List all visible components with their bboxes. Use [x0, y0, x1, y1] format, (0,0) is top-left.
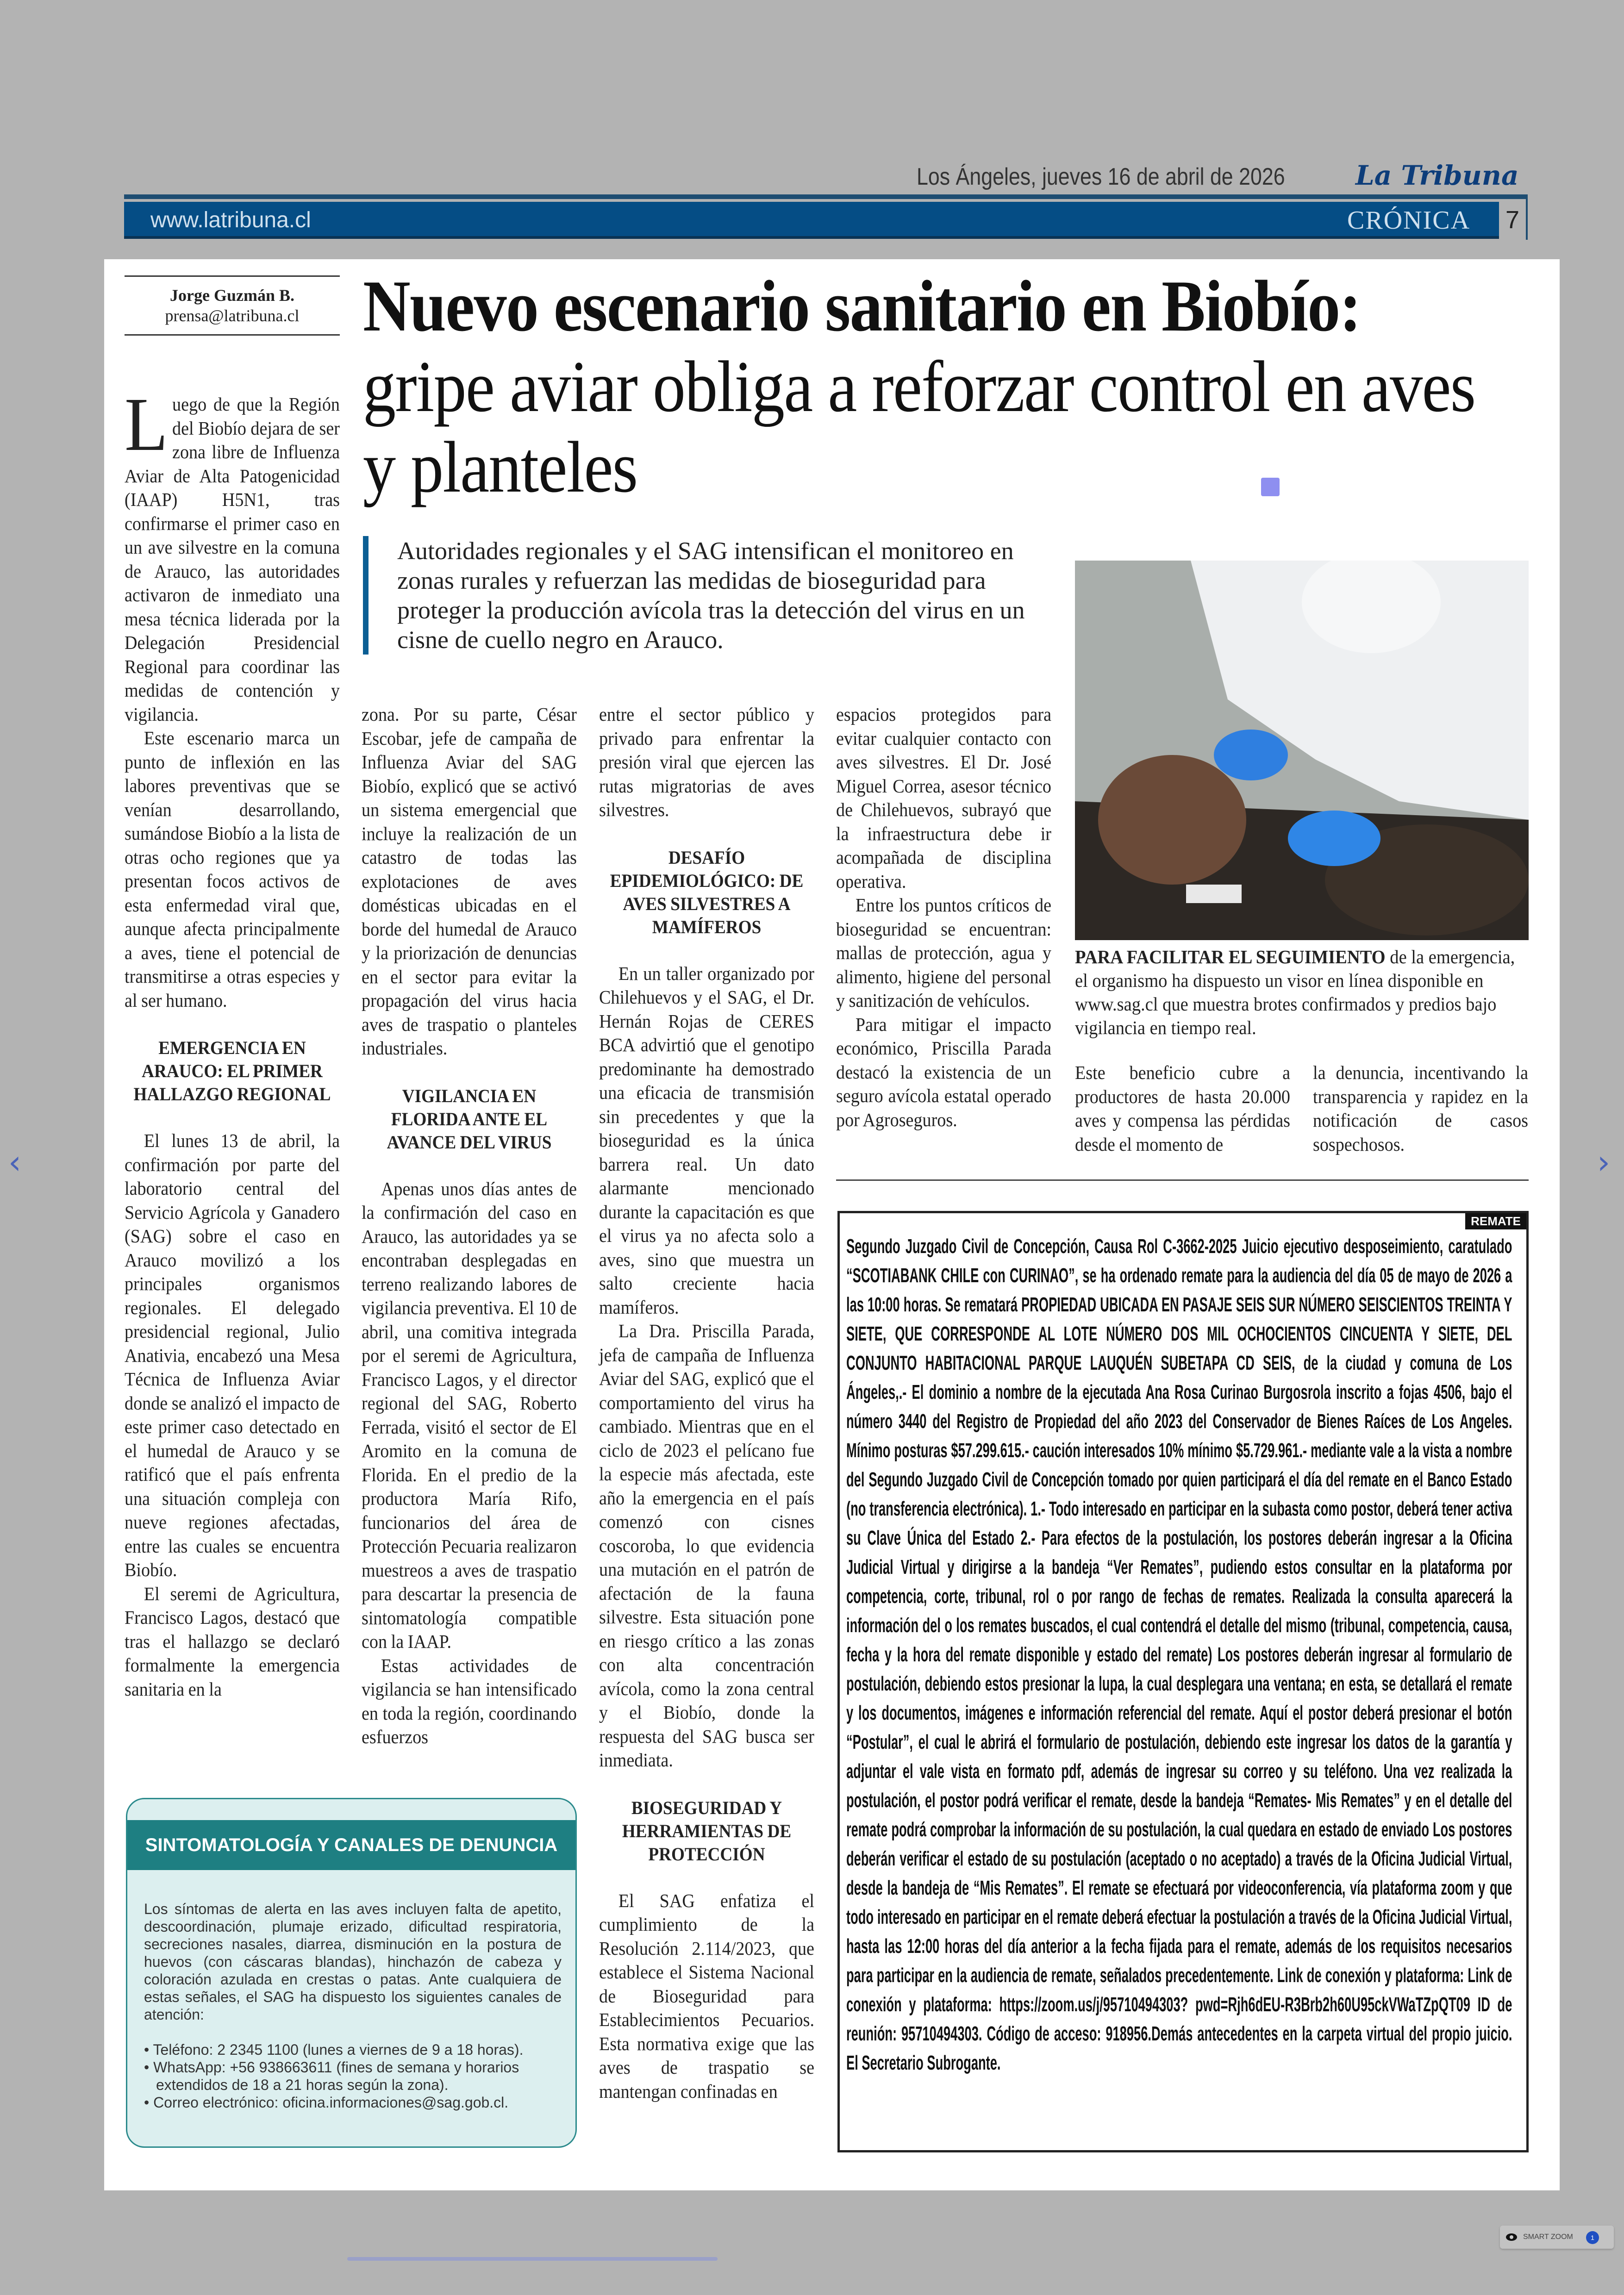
chevron-left-icon[interactable]: ‹	[8, 1143, 21, 1181]
caption-text: de la emergencia, el organismo ha dispuesto un visor en línea disponible en www.sag.cl que muestra brotes confirmados y predios bajo vigilancia en tiempo real.	[1075, 946, 1515, 1038]
paragraph: entre el sector público y privado para enfrentar la presión viral que ejercen las rutas migratorias de aves silvestres.	[599, 704, 814, 820]
caption-lead: PARA FACILITAR EL SEGUIMIENTO	[1075, 946, 1386, 967]
paragraph: Entre los puntos críticos de bioseguridad se encuentran: mallas de protección, agua y alimento, higiene del personal y sanitización de vehículos.	[836, 894, 1051, 1011]
section-bar	[124, 202, 1499, 239]
sidebar-body	[144, 1900, 562, 2111]
drop-cap: L	[125, 382, 168, 467]
article-column-2	[362, 703, 577, 1749]
article-column-3	[599, 703, 814, 2103]
headline-rest: gripe aviar obliga a reforzar control en aves y planteles	[363, 346, 1475, 508]
photo-illustration	[1075, 561, 1529, 940]
paragraph: uego de que la Región del Biobío dejara de ser zona libre de Influenza Aviar de Alta Patogenicidad (IAAP) H5N1, tras confirmarse el primer caso en un ave silvestre en la comuna de Arauco, las autoridades activaron de inmediato una mesa técnica liderada por la Delegación Presidencial Regional para coordinar las medidas de contención y vigilancia.	[125, 393, 340, 725]
eye-icon	[1505, 2233, 1518, 2242]
channel-email: • Correo electrónico: oficina.informaciones@sag.gob.cl.	[144, 2094, 509, 2111]
sidebar-text: Los síntomas de alerta en las aves incluyen falta de apetito, descoordinación, plumaje erizado, dificultad respiratoria, secreciones nasales, diarrea, disminución en la postura de huevos (con cáscaras blandas), hinchazón de cabeza y coloración azulada en crestas o patas. Ante cualquiera de estas señales, el SAG ha dispuesto los siguientes canales de atención:	[144, 1901, 562, 2023]
headline	[363, 266, 1496, 508]
paragraph: Este escenario marca un punto de inflexión en las labores preventivas que se venían desarrollando, sumándose Biobío a la lista de otras ocho regiones que ya presentan focos activos de esta enfermedad viral que, aunque afecta principalmente a aves, tiene el potencial de transmitirse a otras especies y al ser humano.	[125, 727, 340, 1011]
smart-zoom-label: SMART ZOOM	[1523, 2233, 1573, 2241]
caption-continuation-1: Este beneficio cubre a productores de hasta 20.000 aves y compensa las pérdidas desde el momento de	[1075, 1062, 1290, 1155]
symptoms-sidebar	[126, 1798, 577, 2148]
divider	[836, 1179, 1529, 1181]
paragraph: Apenas unos días antes de la confirmación del caso en Arauco, las autoridades ya se encontraban desplegadas en terreno realizando labores de vigilancia preventiva. El 10 de abril, una comitiva integrada por el seremi de Agricultura, Francisco Lagos, y el director regional del SAG, Roberto Ferrada, visitó el sector de El Aromito en la comuna de Florida. En el predio de la productora María Rifo, funcionarios del área de Protección Pecuaria realizaron muestreos a aves de traspatio para descartar la presencia de sintomatología compatible con la IAAP.	[362, 1178, 577, 1652]
remate-text: Segundo Juzgado Civil de Concepción, Causa Rol C-3662-2025 Juicio ejecutivo desposeimiento, caratulado “SCOTIABANK CHILE con CURINAO”, se ha ordenado remate para la audiencia del día 05 de mayo de 2026 a las 10:00 horas. Se rematará PROPIEDAD UBICADA EN PASAJE SEIS SUR NÚMERO SEISCIENTOS TREINTA Y SIETE, QUE CORRESPONDE AL LOTE NÚMERO DOS MIL OCHOCIENTOS CINCUENTA Y SIETE, DEL CONJUNTO HABITACIONAL PARQUE LAUQUÉN SUBETAPA CD SEIS, de la ciudad y comuna de Los Ángeles,.- El dominio a nombre de la ejecutada Ana Rosa Curinao Burgosrola inscrito a fojas 4506, bajo el número 3440 del Registro de Propiedad del año 2023 del Conservador de Bienes Raíces de Los Angeles. Mínimo posturas $57.299.615.- caución interesados 10% mínimo $5.729.961.- mediante vale a la vista a nombre del Segundo Juzgado Civil de Concepción tomado por quien participará el día del remate en el Banco Estado (no transferencia electrónica). 1.- Todo interesado en participar en la subasta como postor, deberá tener activa su Clave Única del Estado 2.- Para efectos de la postulación, los postores deberán ingresar a la Oficina Judicial Virtual y dirigirse a la bandeja “Ver Remates”, pudiendo estos consultar en la plataforma por competencia, corte, tribunal, rol o por rango de fechas de remates. Realizada la consulta aparecerá la información del o los remates buscados, el cual contendrá el detalle del mismo (tribunal, competencia, causa, fecha y la hora del remate disponible y estado del remate) Los postores deberán ingresar al formulario de postulación, debiendo estos presionar la lupa, la cual desplegara una ventana; en esta, se detallará el remate y los documentos, imágenes e información referencial del remate. Aquí el postor deberá presionar el botón “Postular”, el cual le abrirá el formulario de postulación, debiendo este ingresar los datos de la garantía y adjuntar el vale vista en formato pdf, además de ingresar su correo y su teléfono. Una vez realizada la postulación, el postor podrá verificar el remate, desde la bandeja “Remates- Mis Remates” y en el detalle del remate podrá comprobar la información de su postulación, la cual quedara en estado de enviado Los postores deberán verificar el estado de su postulación (aceptado o no aceptado) a través de la Oficina Judicial Virtual, desde la bandeja de “Mis Remates”. El remate se efectuará por videoconferencia, vía plataforma zoom y que todo interesado en participar en el remate deberá efectuar la postulación a través de la Oficina Judicial Virtual, hasta las 12:00 horas del día anterior a la fecha fijada para el remate, además de los requisitos necesarios para participar en la audiencia de remate, señalados precedentemente. Link de conexión y plataforma: Link de conexión y plataforma: https://zoom.us/j/95710494303? pwd=Rjh6dEU-R3Brb2h60U95ckVWaTZpQT09 ID de reunión: 95710494303. Código de acceso: 918956.Demás antecedentes en la carpeta virtual del propio juicio. El Secretario Subrogante.	[846, 1235, 1512, 2074]
smart-zoom-button[interactable]	[1500, 2226, 1614, 2249]
smart-zoom-badge: 1	[1586, 2231, 1599, 2244]
paragraph: zona. Por su parte, César Escobar, jefe de campaña de Influenza Aviar del SAG Biobío, explicó que se activó un sistema emergencial que incluye la realización de un catastro de todas las explotaciones de aves domésticas ubicadas en el borde del humedal de Arauco y la priorización de denuncias en el sector para evitar la propagación del virus hacia aves de traspatio o planteles industriales.	[362, 704, 577, 1059]
subheadline: Autoridades regionales y el SAG intensifican el monitoreo en zonas rurales y refuerzan las medidas de bioseguridad para proteger la producción avícola tras la detección del virus en un cisne de cuello negro en Arauco.	[363, 536, 1057, 655]
page-number: 7	[1499, 199, 1528, 240]
headline-bold: Nuevo escenario sanitario en Biobío:	[363, 266, 1361, 347]
horizontal-scrollbar[interactable]	[347, 2257, 718, 2261]
newspaper-logo: La Tribuna	[1355, 160, 1519, 191]
annotation-icon[interactable]	[1261, 478, 1280, 496]
paragraph: Estas actividades de vigilancia se han intensificado en toda la región, coordinando esfuerzos	[362, 1654, 577, 1747]
channel-whatsapp: • WhatsApp: +56 938663611 (fines de semana y horarios extendidos de 18 a 21 horas según la zona).	[144, 2059, 519, 2093]
chevron-right-icon[interactable]: ›	[1597, 1143, 1610, 1181]
article-column-1	[125, 382, 340, 1701]
sidebar-title: SINTOMATOLOGÍA Y CANALES DE DENUNCIA	[127, 1820, 575, 1870]
site-url: www.latribuna.cl	[150, 208, 311, 232]
article-column-4	[836, 703, 1051, 1132]
remate-tag: REMATE	[1465, 1213, 1526, 1229]
byline	[125, 275, 340, 336]
paragraph: El seremi de Agricultura, Francisco Lagos, destacó que tras el hallazgo se declaró formalmente la emergencia sanitaria en la	[125, 1583, 340, 1700]
paragraph: El lunes 13 de abril, la confirmación por parte del laboratorio central del Servicio Agrícola y Ganadero (SAG) sobre el caso en Arauco movilizó a los principales organismos regionales. El delegado presidencial regional, Julio Anativia, encabezó una Mesa Técnica de Influenza Aviar donde se analizó el impacto de este primer caso detectado en el humedal de Arauco y se ratificó que el país enfrenta una situación compleja con nueve regiones afectadas, entre las cuales se encuentra Biobío.	[125, 1130, 340, 1580]
section-heading: VIGILANCIA EN FLORIDA ANTE EL AVANCE DEL VIRUS	[387, 1085, 552, 1153]
photo-caption	[1075, 945, 1528, 1040]
section-heading: EMERGENCIA EN ARAUCO: EL PRIMER HALLAZGO REGIONAL	[133, 1037, 331, 1104]
paragraph: El SAG enfatiza el cumplimiento de la Resolución 2.114/2023, que establece el Sistema Nacional de Bioseguridad para Establecimientos Pecuarios. Esta normativa exige que las aves de traspatio se mantengan confinadas en	[599, 1890, 814, 2102]
author-email: prensa@latribuna.cl	[165, 306, 300, 325]
paragraph: Para mitigar el impacto económico, Priscilla Parada destacó la existencia de un seguro avícola estatal operado por Agroseguros.	[836, 1013, 1051, 1130]
caption-continuation-2: la denuncia, incentivando la transparencia y rapidez en la notificación de casos sospechosos.	[1313, 1062, 1528, 1155]
header-rule	[124, 194, 1528, 199]
paragraph: La Dra. Priscilla Parada, jefa de campaña de Influenza Aviar del SAG, explicó que el comportamiento del virus ha cambiado. Mientras que en el ciclo de 2023 el pelícano fue la especie más afectada, este año la emergencia en el país comenzó con cisnes coscoroba, lo que evidencia una mutación en el patrón de afectación de la fauna silvestre. Esta situación pone en riesgo crítico a las zonas con alta concentración avícola, como la zona central y el Biobío, donde la respuesta del SAG busca ser inmediata.	[599, 1320, 814, 1771]
paragraph: espacios protegidos para evitar cualquier contacto con aves silvestres. El Dr. José Miguel Correa, asesor técnico de Chilehuevos, subrayó que la infraestructura debe ir acompañada de disciplina operativa.	[836, 704, 1051, 892]
channel-phone: • Teléfono: 2 2345 1100 (lunes a viernes de 9 a 18 horas).	[144, 2041, 524, 2058]
section-name: CRÓNICA	[1347, 206, 1471, 235]
article-photo[interactable]	[1075, 561, 1529, 940]
channel-list	[144, 2041, 562, 2111]
dateline: Los Ángeles, jueves 16 de abril de 2026	[917, 163, 1285, 190]
author: Jorge Guzmán B.	[170, 286, 294, 305]
paragraph: En un taller organizado por Chilehuevos y el SAG, el Dr. Hernán Rojas de CERES BCA advirtió que el genotipo predominante ha demostrado una eficacia de transmisión sin precedentes y que la bioseguridad es la única barrera real. Un dato alarmante mencionado durante la capacitación es que el virus ya no afecta solo a aves, sino que muestra un salto creciente hacia mamíferos.	[599, 962, 814, 1318]
section-heading: BIOSEGURIDAD Y HERRAMIENTAS DE PROTECCIÓN	[622, 1797, 792, 1865]
legal-notice-remate	[837, 1211, 1529, 2152]
section-heading: DESAFÍO EPIDEMIOLÓGICO: DE AVES SILVESTRES A MAMÍFEROS	[610, 847, 804, 937]
